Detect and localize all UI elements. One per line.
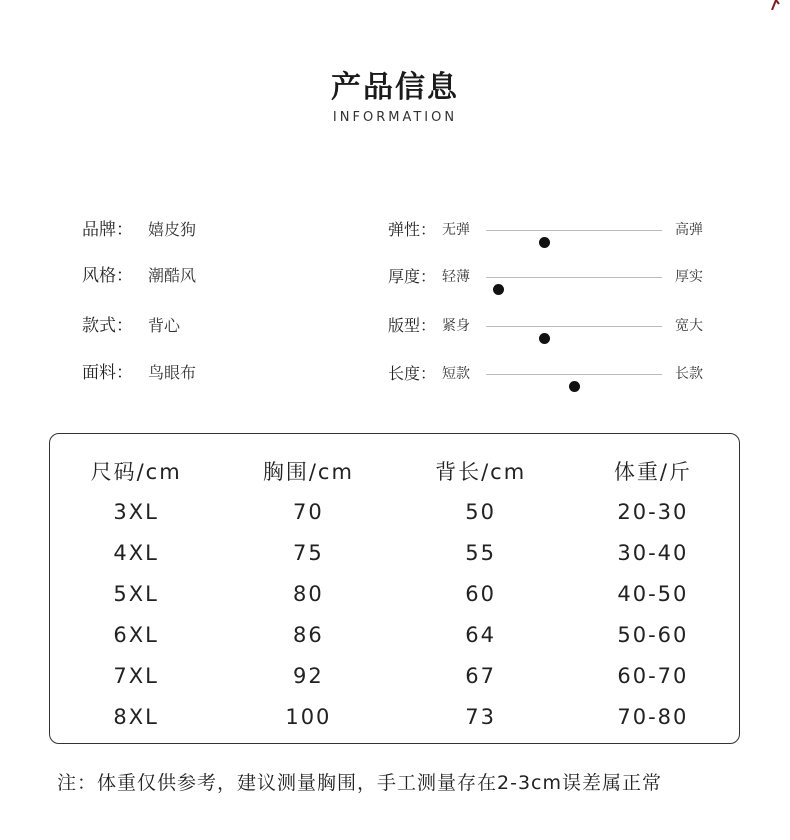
info-value: 背心 xyxy=(148,316,181,335)
table-cell: 67 xyxy=(465,663,496,688)
table-cell: 70-80 xyxy=(617,704,689,729)
table-cell: 6XL xyxy=(113,622,159,647)
attr-max: 高弹 xyxy=(675,222,703,238)
table-cell: 40-50 xyxy=(617,581,689,606)
attr-max: 厚实 xyxy=(675,269,703,285)
page-title: 产品信息 xyxy=(331,70,459,105)
attr-track xyxy=(486,326,662,327)
table-cell: 60-70 xyxy=(617,663,689,688)
info-value: 嬉皮狗 xyxy=(148,220,197,239)
table-cell: 7XL xyxy=(113,663,159,688)
attr-level-dot xyxy=(493,284,504,295)
attr-label: 弹性： xyxy=(388,220,437,239)
attr-row-thickness xyxy=(388,265,718,289)
table-row xyxy=(50,614,739,655)
attr-label: 厚度： xyxy=(388,267,437,286)
attr-level-dot xyxy=(539,333,550,344)
header-cell: 体重/斤 xyxy=(613,459,692,484)
info-label: 款式： xyxy=(82,316,133,336)
table-cell: 92 xyxy=(293,663,324,688)
attr-row-fit xyxy=(388,314,718,338)
attr-track xyxy=(486,277,662,278)
table-cell: 70 xyxy=(293,499,324,524)
info-value: 潮酷风 xyxy=(148,266,197,285)
table-cell: 75 xyxy=(293,540,324,565)
attr-min: 短款 xyxy=(442,366,470,382)
table-cell: 50 xyxy=(465,499,496,524)
table-cell: 86 xyxy=(293,622,324,647)
table-cell: 80 xyxy=(293,581,324,606)
info-label: 风格： xyxy=(82,266,133,286)
table-cell: 8XL xyxy=(113,704,159,729)
table-row xyxy=(50,696,739,737)
attr-row-elasticity xyxy=(388,218,718,242)
size-chart xyxy=(49,433,740,744)
table-cell: 50-60 xyxy=(617,622,689,647)
table-row xyxy=(50,655,739,696)
table-cell: 60 xyxy=(465,581,496,606)
info-row-type xyxy=(82,314,180,338)
attr-level-dot xyxy=(569,381,580,392)
header-cell: 背长/cm xyxy=(435,459,527,484)
size-table xyxy=(50,450,739,737)
attr-track xyxy=(486,230,662,231)
measurement-note: 注：体重仅供参考，建议测量胸围，手工测量存在2-3cm误差属正常 xyxy=(57,772,662,794)
attr-level-dot xyxy=(539,237,550,248)
info-row-style xyxy=(82,264,196,288)
attr-track xyxy=(486,374,662,375)
attr-min: 无弹 xyxy=(442,222,470,238)
header-cell: 胸围/cm xyxy=(262,459,354,484)
attr-label: 版型： xyxy=(388,316,437,335)
table-cell: 30-40 xyxy=(617,540,689,565)
table-cell: 5XL xyxy=(113,581,159,606)
attr-min: 紧身 xyxy=(442,318,470,334)
attr-label: 长度： xyxy=(388,364,437,383)
table-cell: 3XL xyxy=(113,499,159,524)
info-row-brand xyxy=(82,218,196,242)
table-row xyxy=(50,573,739,614)
table-row xyxy=(50,491,739,532)
attr-max: 长款 xyxy=(675,366,703,382)
header-cell: 尺码/cm xyxy=(90,459,182,484)
size-table-header xyxy=(50,450,739,491)
table-row xyxy=(50,532,739,573)
table-cell: 64 xyxy=(465,622,496,647)
attr-max: 宽大 xyxy=(675,318,703,334)
info-label: 面料： xyxy=(82,363,133,383)
info-row-fabric xyxy=(82,361,196,385)
info-value: 鸟眼布 xyxy=(148,363,197,382)
table-cell: 100 xyxy=(285,704,332,729)
attr-min: 轻薄 xyxy=(442,269,470,285)
corner-decoration-icon xyxy=(770,0,780,10)
table-cell: 4XL xyxy=(113,540,159,565)
table-cell: 20-30 xyxy=(617,499,689,524)
table-cell: 73 xyxy=(465,704,496,729)
attr-row-length xyxy=(388,362,718,386)
table-cell: 55 xyxy=(465,540,496,565)
page-subtitle: INFORMATION xyxy=(332,110,458,125)
info-label: 品牌： xyxy=(82,220,133,240)
